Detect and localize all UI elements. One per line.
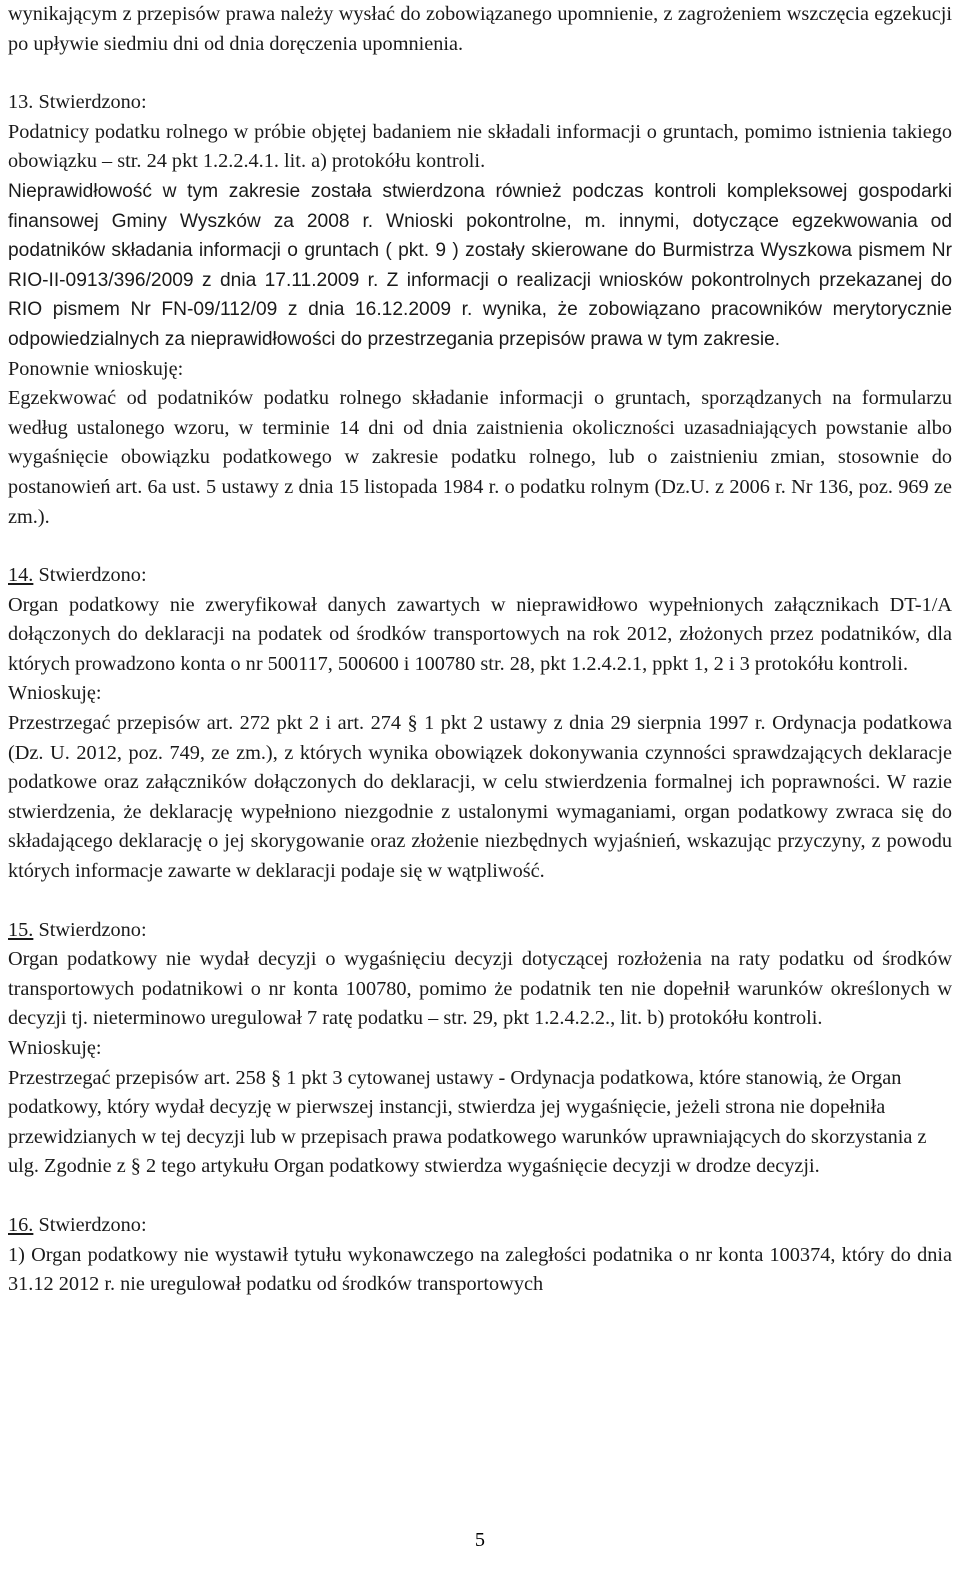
section-13-number: 13. (8, 91, 34, 114)
section-16-finding: 1) Organ podatkowy nie wystawił tytułu wykonawczego na zaległości podatnika o nr konta 100374, który do dnia 31.12 2012 r. nie uregulował podatku od środków transportowych (8, 1243, 952, 1296)
intro-paragraph: wynikającym z przepisów prawa należy wysłać do zobowiązanego upomnienie, z zagrożeniem wszczęcia egzekucji po upływie siedmiu dni od dnia doręczenia upomnienia. (8, 3, 952, 55)
spacer (8, 532, 952, 561)
section-13-finding-detail: Nieprawidłowość w tym zakresie została stwierdzona również podczas kontroli kompleksowej gospodarki finansowej Gminy Wyszków za 2008 r. Wnioski pokontrolne, m. innymi, dotyczące egzekwowania od podatników składania informacji o gruntach ( pkt. 9 ) zostały skierowane do Burmistrza Wyszkowa pismem Nr RIO-II-0913/396/2009 z dnia 17.11.2009 r. Z informacji o realizacji wniosków pokontrolnych przekazanej do RIO pismem Nr FN-09/112/09 z dnia 16.12.2009 r. wynika, że zobowiązano pracowników merytorycznie odpowiedzialnych za nieprawidłowości do przestrzegania przepisów prawa w tym zakresie. (8, 180, 952, 350)
section-14-recommendation: Przestrzegać przepisów art. 272 pkt 2 i art. 274 § 1 pkt 2 ustawy z dnia 29 sierpnia 1997 r. Ordynacja podatkowa (Dz. U. 2012, poz. 749, ze zm.), z których wynika obowiązek dokonywania czynności sprawdzających deklaracje podatkowe oraz załączników dołączonych do deklaracji, w celu stwierdzenia formalnej ich poprawności. W razie stwierdzenia, że deklarację wypełniono niezgodnie z ustalonymi wymaganiami, organ podatkowy zwraca się do składającego deklarację o jej skorygowanie oraz złożenie niezbędnych wyjaśnień, wskazując przyczyny, z powodu których informacje zawarte w deklaracji podaje się w wątpliwość. (8, 712, 952, 883)
page-number: 5 (474, 1529, 486, 1551)
section-14-heading (8, 561, 952, 591)
section-15-finding: Organ podatkowy nie wydał decyzji o wygaśnięciu decyzji dotyczącej rozłożenia na raty podatku od środków transportowych podatnikowi o nr konta 100780, pomimo że podatnik ten nie dopełnił warunków określonych w decyzji tj. nieterminowo uregulował 7 ratę podatku – str. 29, pkt 1.2.4.2.2., lit. b) protokółu kontroli. (8, 948, 952, 1030)
section-15-title: Stwierdzono: (38, 918, 147, 941)
section-13-recommendation: Egzekwować od podatników podatku rolnego składanie informacji o gruntach, sporządzanych na formularzu według ustalonego wzoru, w terminie 14 dni od dnia zaistnienia okoliczności uzasadniających powstanie albo wygaśnięcie obowiązku podatkowego w zakresie podatku rolnego, lub o zaistnieniu zmian, stosownie do postanowień art. 6a ust. 5 ustawy z dnia 15 listopada 1984 r. o podatku rolnym (Dz.U. z 2006 r. Nr 136, poz. 969 ze zm.). (8, 387, 952, 528)
section-16-title: Stwierdzono: (38, 1213, 147, 1236)
section-13-finding: Podatnicy podatku rolnego w próbie objętej badaniem nie składali informacji o gruntach, pomimo istnienia takiego obowiązku – str. 24 pkt 1.2.2.4.1. lit. a) protokółu kontroli. (8, 120, 952, 173)
section-16-number: 16. (8, 1213, 34, 1236)
section-15-recommendation-heading: Wnioskuję: (8, 1037, 102, 1059)
section-15-number: 15. (8, 918, 34, 941)
section-14-number: 14. (8, 564, 34, 587)
section-16-heading (8, 1211, 952, 1241)
section-14-title: Stwierdzono: (38, 564, 147, 587)
spacer (8, 887, 952, 916)
section-14-recommendation-heading: Wnioskuję: (8, 682, 102, 705)
section-13-heading (8, 88, 952, 118)
section-13-recommendation-heading: Ponownie wnioskuję: (8, 357, 184, 380)
section-15-heading (8, 916, 952, 946)
section-15-recommendation: Przestrzegać przepisów art. 258 § 1 pkt 3 cytowanej ustawy - Ordynacja podatkowa, które stanowią, że Organ podatkowy, który wydał decyzję w pierwszej instancji, stwierdza jej wygaśnięcie, jeżeli strona nie dopełniła przewidzianych w tej decyzji lub w przepisach prawa podatkowego warunków uprawniających do skorzystania z ulg. Zgodnie z § 2 tego artykułu Organ podatkowy stwierdza wygaśnięcie decyzji w drodze decyzji. (8, 1066, 927, 1178)
spacer (8, 59, 952, 88)
section-14-finding: Organ podatkowy nie zweryfikował danych zawartych w nieprawidłowo wypełnionych załącznikach DT-1/A dołączonych do deklaracji na podatek od środków transportowych na rok 2012, złożonych przez podatników, dla których prowadzono konta o nr 500117, 500600 i 100780 str. 28, pkt 1.2.4.2.1, ppkt 1, 2 i 3 protokółu kontroli. (8, 593, 952, 675)
section-13-title: Stwierdzono: (38, 91, 147, 114)
spacer (8, 1182, 952, 1211)
